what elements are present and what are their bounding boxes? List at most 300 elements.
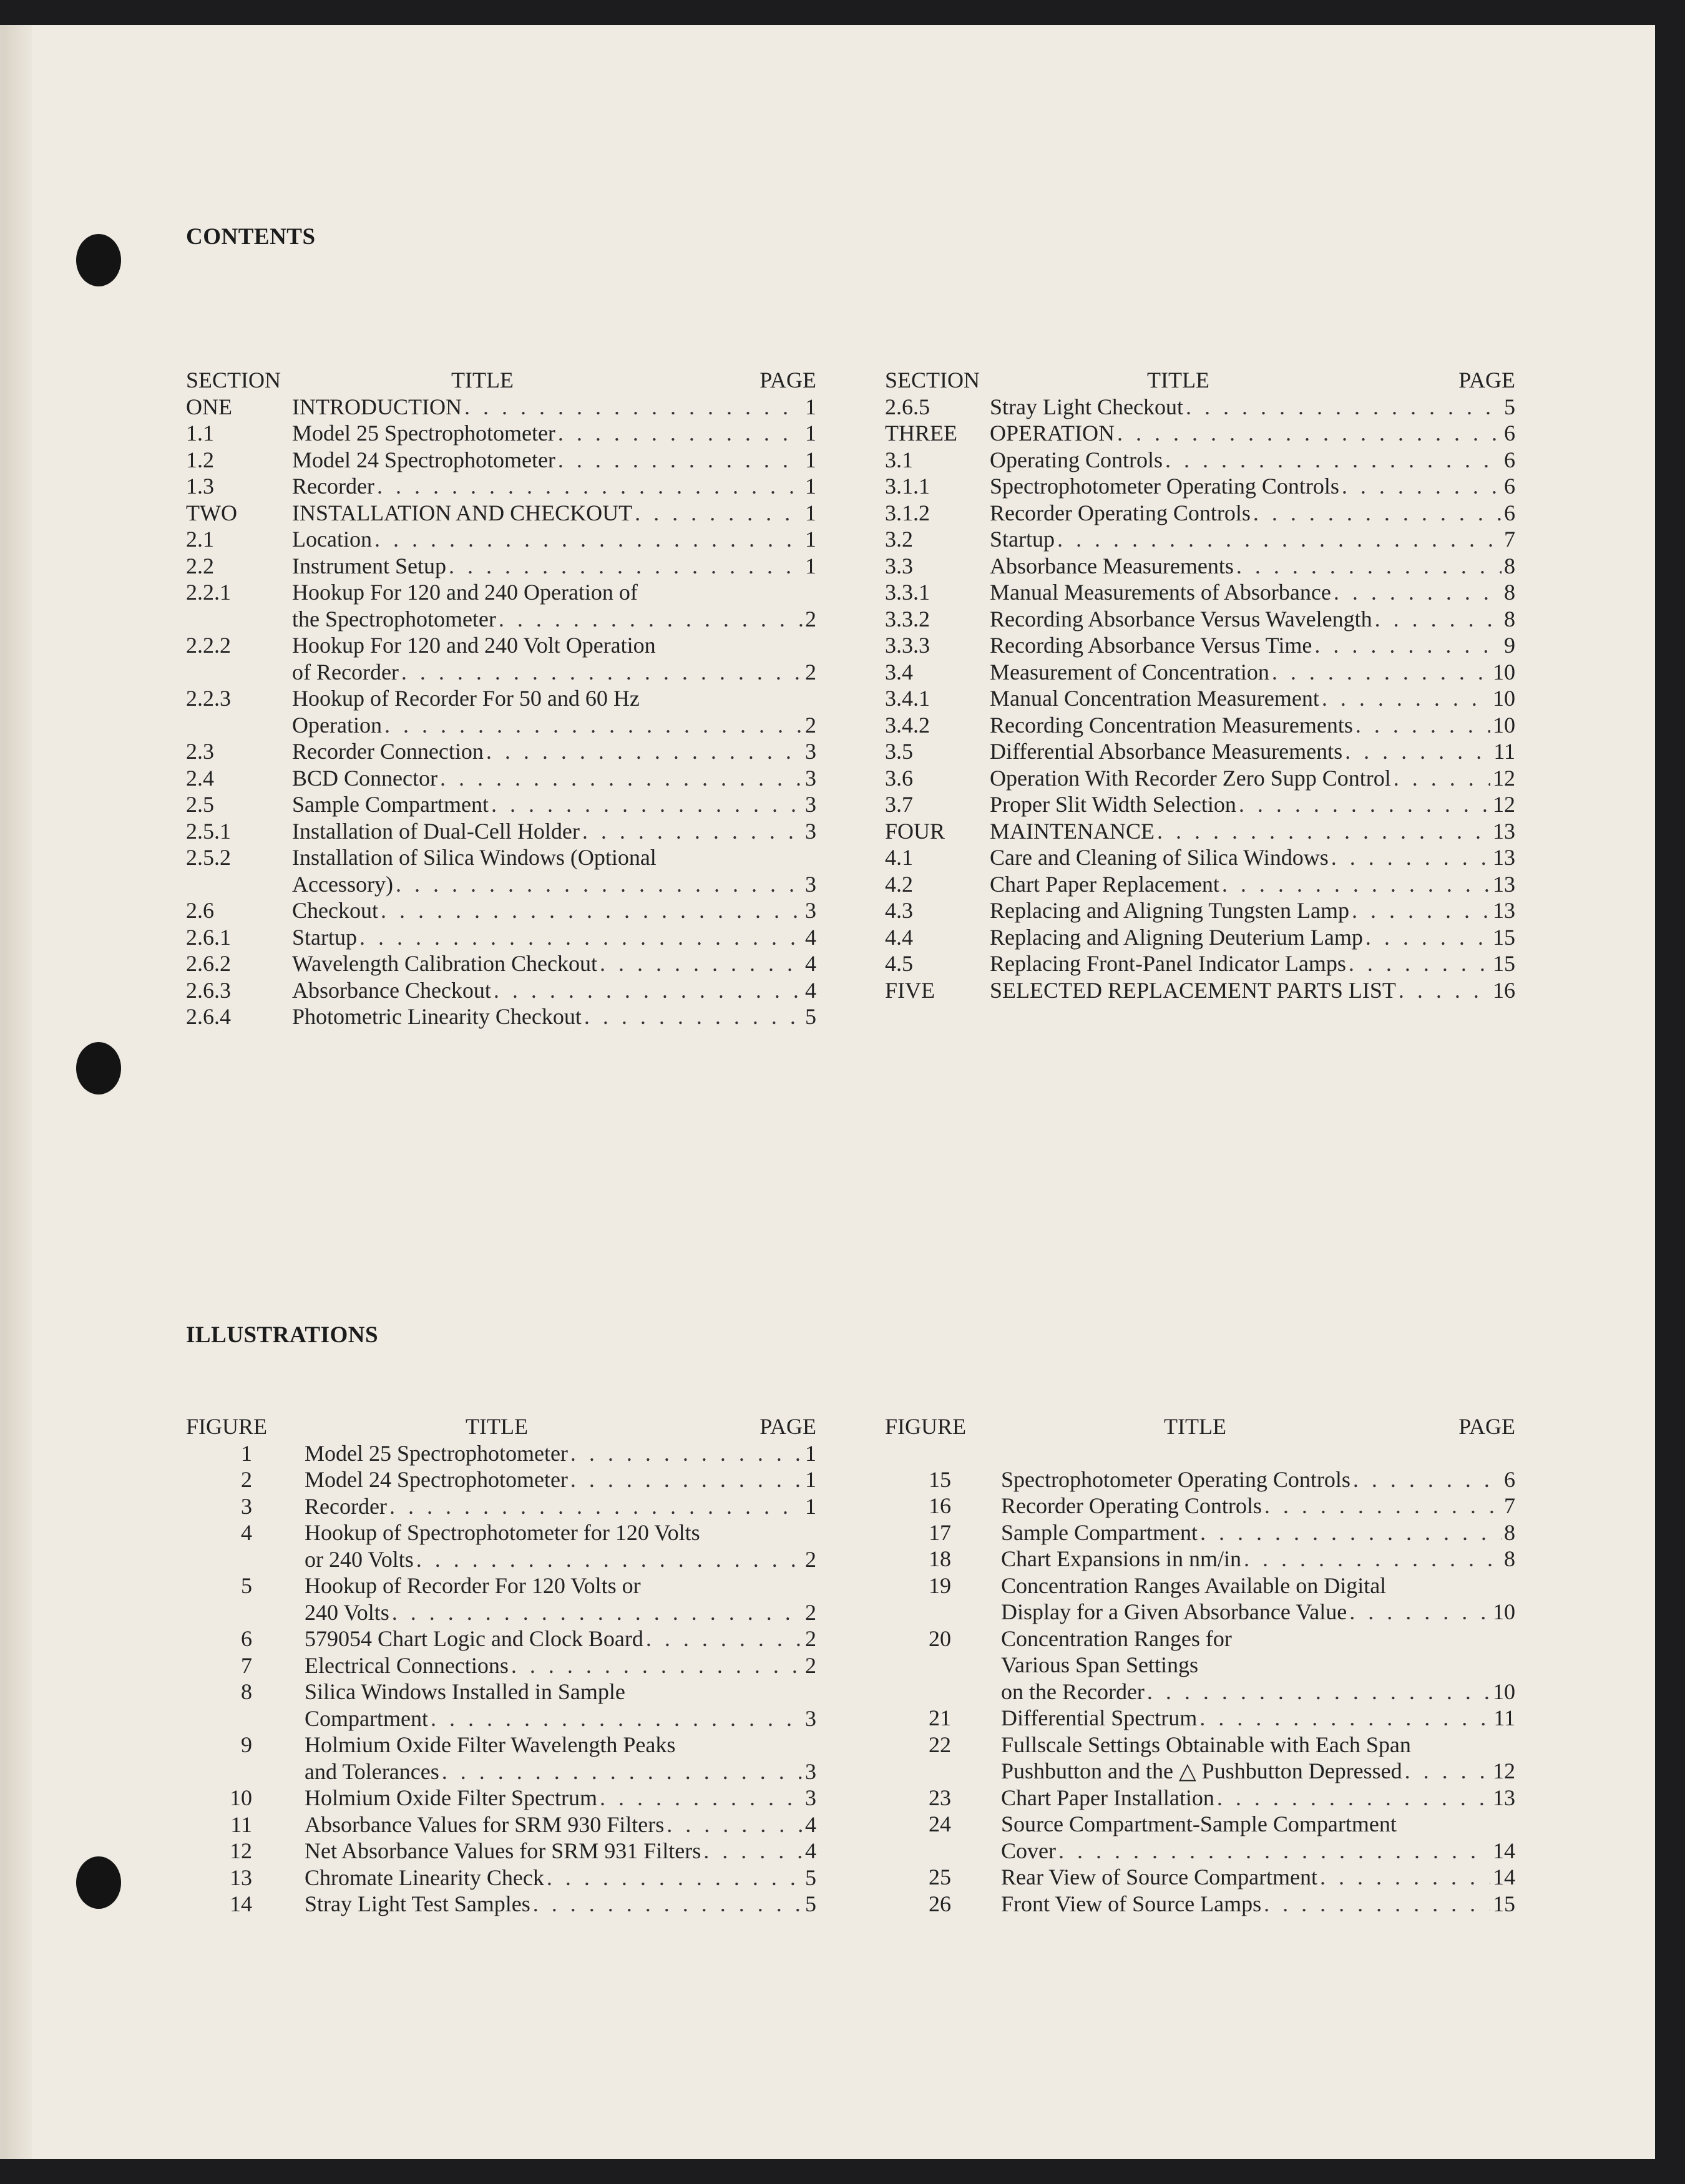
entry-number: 25: [929, 1865, 951, 1889]
dot-leader: [1352, 897, 1490, 924]
entry-page-number: 1: [805, 500, 816, 525]
toc-entry: [885, 1546, 1515, 1572]
dot-leader: [449, 553, 803, 580]
dot-leader: [1217, 1785, 1490, 1811]
entry-page-number: 1: [805, 474, 816, 499]
punch-hole-middle: [76, 1042, 121, 1094]
entry-title: Proper Slit Width Selection: [990, 792, 1236, 817]
entry-title: 579054 Chart Logic and Clock Board: [305, 1626, 643, 1651]
dot-leader: [1222, 871, 1490, 898]
entry-title: Location: [292, 527, 372, 552]
illustrations-column-right: [885, 1413, 1515, 1917]
entry-page-number: 8: [1504, 606, 1515, 631]
entry-title: BCD Connector: [292, 765, 437, 791]
entry-page-number: 4: [805, 951, 816, 976]
dot-leader: [600, 950, 803, 977]
toc-entry: [885, 712, 1515, 739]
toc-entry: [186, 579, 816, 632]
contents-header-row: [885, 367, 1515, 394]
dot-leader: [1239, 791, 1490, 818]
title-column-header: TITLE: [1147, 368, 1209, 392]
toc-entry: [186, 1003, 816, 1030]
toc-entry: [885, 685, 1515, 712]
entry-title: Absorbance Checkout: [292, 977, 491, 1003]
entry-page-number: 12: [1493, 792, 1515, 817]
entry-page-number: 9: [1504, 633, 1515, 658]
entry-title: Recorder: [292, 474, 374, 499]
dot-leader: [486, 738, 803, 765]
entry-title: Accessory): [292, 871, 393, 897]
page-column-header: PAGE: [759, 368, 816, 392]
toc-entry: [186, 632, 816, 685]
entry-page-number: 14: [1493, 1865, 1515, 1889]
toc-entry: [186, 1865, 816, 1891]
entry-page-number: 15: [1493, 924, 1515, 950]
entry-title: Measurement of Concentration: [990, 659, 1269, 685]
dot-leader: [416, 1546, 803, 1573]
toc-entry: [186, 1466, 816, 1493]
entry-page-number: 1: [805, 553, 816, 578]
entry-page-number: 12: [1493, 1758, 1515, 1783]
toc-entry: [186, 1652, 816, 1679]
entry-title: Chart Paper Installation: [1001, 1785, 1214, 1810]
toc-entry: [186, 500, 816, 527]
entry-number: 3.1: [885, 447, 913, 472]
entry-number: 2.6.5: [885, 394, 930, 419]
toc-entry: [186, 1891, 816, 1918]
toc-entry: [885, 818, 1515, 845]
entry-page-number: 3: [805, 818, 816, 844]
dot-leader: [1236, 553, 1502, 580]
entry-page-number: 15: [1493, 951, 1515, 976]
entry-number: 7: [241, 1652, 252, 1678]
contents-heading: CONTENTS: [186, 224, 316, 250]
entry-number: 11: [230, 1811, 252, 1837]
entry-title: Recorder Connection: [292, 739, 484, 764]
illustrations-header-row: [885, 1413, 1515, 1440]
dot-leader: [1244, 1546, 1502, 1572]
entry-number: 2.6.1: [186, 924, 231, 950]
toc-entry: [885, 844, 1515, 871]
entry-title: Replacing and Aligning Tungsten Lamp: [990, 898, 1349, 923]
section-column-header: SECTION: [885, 368, 980, 392]
toc-entry: [186, 1440, 816, 1467]
entry-page-number: 2: [805, 712, 816, 738]
entry-page-number: 3: [805, 739, 816, 764]
dot-leader: [1334, 579, 1502, 606]
entry-number: 2.5: [186, 792, 214, 817]
dot-leader: [635, 500, 803, 527]
dot-leader: [511, 1652, 803, 1679]
toc-entry: [186, 553, 816, 580]
entry-number: FIVE: [885, 977, 935, 1003]
toc-entry: [885, 1785, 1515, 1811]
entry-title: Rear View of Source Compartment: [1001, 1865, 1318, 1889]
entry-title: Holmium Oxide Filter Spectrum: [305, 1785, 597, 1810]
toc-entry: [186, 1732, 816, 1785]
toc-entry: [885, 659, 1515, 686]
entry-number: 3.1.2: [885, 500, 930, 525]
toc-entry: [885, 791, 1515, 818]
toc-entry: [885, 977, 1515, 1004]
entry-page-number: 1: [805, 447, 816, 472]
entry-title: Hookup For 120 and 240 Volt Operation: [292, 633, 656, 658]
entry-title: Various Span Settings: [1001, 1652, 1199, 1677]
illustrations-header-row: [186, 1413, 816, 1440]
entry-page-number: 2: [805, 1652, 816, 1678]
dot-leader: [1200, 1519, 1502, 1546]
entry-title: Model 24 Spectrophotometer: [305, 1467, 568, 1492]
entry-number: 4.3: [885, 898, 913, 923]
entry-number: 1.3: [186, 474, 214, 499]
toc-entry: [186, 924, 816, 951]
page-column-header: PAGE: [1458, 1414, 1515, 1439]
entry-page-number: 1: [805, 394, 816, 419]
entry-number: 4.5: [885, 951, 913, 976]
entry-title: Photometric Linearity Checkout: [292, 1004, 582, 1029]
toc-entry: [885, 1705, 1515, 1732]
entry-page-number: 13: [1493, 1785, 1515, 1810]
toc-entry: [885, 1466, 1515, 1493]
entry-number: 3.3: [885, 553, 913, 578]
entry-page-number: 2: [805, 1599, 816, 1625]
toc-entry: [186, 447, 816, 474]
entry-page-number: 1: [805, 1493, 816, 1519]
dot-leader: [389, 1493, 803, 1520]
dot-leader: [558, 420, 803, 447]
toc-entry: [885, 1572, 1515, 1626]
toc-entry: [885, 632, 1515, 659]
entry-page-number: 1: [805, 1440, 816, 1466]
dot-leader: [1058, 1838, 1490, 1865]
figure-column-header: FIGURE: [186, 1414, 268, 1439]
entry-page-number: 10: [1493, 659, 1515, 685]
toc-entry: [186, 791, 816, 818]
entry-title: Chart Paper Replacement: [990, 871, 1219, 897]
entry-title: Net Absorbance Values for SRM 931 Filters: [305, 1838, 701, 1863]
entry-title: Operating Controls: [990, 447, 1163, 472]
toc-entry: [186, 420, 816, 447]
toc-entry: [186, 1811, 816, 1838]
toc-entry: [885, 1493, 1515, 1519]
entry-number: THREE: [885, 421, 957, 446]
entry-number: 4.1: [885, 845, 913, 870]
entry-number: 3: [241, 1493, 252, 1519]
page-column-header: PAGE: [1458, 368, 1515, 392]
dot-leader: [600, 1785, 803, 1811]
entry-title: Hookup of Spectrophotometer for 120 Volts: [305, 1520, 700, 1545]
dot-leader: [1117, 420, 1502, 447]
toc-entry: [885, 606, 1515, 633]
entry-title: Wavelength Calibration Checkout: [292, 951, 597, 976]
contents-column-left: [186, 367, 816, 1030]
entry-page-number: 10: [1493, 686, 1515, 711]
contents-list-left: [186, 394, 816, 1030]
entry-title: Model 25 Spectrophotometer: [292, 421, 555, 446]
entry-number: 13: [230, 1865, 252, 1890]
entry-title: and Tolerances: [305, 1758, 439, 1784]
toc-entry: [885, 1891, 1515, 1918]
entry-title: Model 25 Spectrophotometer: [305, 1440, 568, 1466]
entry-number: 1.1: [186, 421, 214, 446]
dot-leader: [384, 712, 803, 739]
entry-title: Checkout: [292, 898, 378, 923]
toc-entry: [885, 950, 1515, 977]
entry-title: Recording Absorbance Versus Wavelength: [990, 606, 1372, 631]
entry-page-number: 15: [1493, 1891, 1515, 1916]
dot-leader: [374, 526, 803, 553]
binding-spine: [2, 25, 32, 2159]
entry-title: Installation of Dual-Cell Holder: [292, 818, 580, 844]
entry-number: ONE: [186, 394, 232, 419]
dot-leader: [1365, 924, 1490, 951]
entry-page-number: 1: [805, 527, 816, 552]
dot-leader: [1314, 632, 1502, 659]
entry-page-number: 10: [1493, 1599, 1515, 1624]
entry-page-number: 6: [1504, 474, 1515, 499]
entry-title: Sample Compartment: [292, 792, 489, 817]
toc-entry: [885, 897, 1515, 924]
entry-number: TWO: [186, 500, 237, 525]
entry-number: 2: [241, 1467, 252, 1492]
dot-leader: [1342, 473, 1502, 500]
entry-number: 10: [230, 1785, 252, 1810]
dot-leader: [558, 447, 803, 474]
toc-entry: [885, 394, 1515, 421]
entry-title: Chromate Linearity Check: [305, 1865, 544, 1890]
entry-title: Differential Spectrum: [1001, 1705, 1198, 1730]
entry-title: Operation With Recorder Zero Supp Control: [990, 765, 1391, 791]
dot-leader: [1399, 977, 1490, 1004]
dot-leader: [440, 765, 803, 792]
entry-number: 17: [929, 1519, 951, 1545]
entry-number: 2.2.2: [186, 633, 231, 658]
entry-title: Hookup of Recorder For 50 and 60 Hz: [292, 686, 640, 711]
entry-title: the Spectrophotometer: [292, 606, 496, 631]
entry-page-number: 7: [1504, 1493, 1515, 1518]
entry-page-number: 10: [1493, 712, 1515, 738]
toc-entry: [186, 394, 816, 421]
dot-leader: [1186, 394, 1502, 421]
entry-number: 3.1.1: [885, 474, 930, 499]
entry-number: 19: [929, 1572, 951, 1598]
entry-number: 2.6.3: [186, 977, 231, 1003]
entry-title: Spectrophotometer Operating Controls: [1001, 1466, 1350, 1492]
entry-title: Holmium Oxide Filter Wavelength Peaks: [305, 1732, 676, 1757]
entry-title: Absorbance Measurements: [990, 553, 1234, 578]
entry-title: Fullscale Settings Obtainable with Each Span: [1001, 1732, 1411, 1757]
entry-page-number: 2: [805, 659, 816, 685]
dot-leader: [582, 818, 803, 845]
entry-title: Electrical Connections: [305, 1652, 509, 1678]
entry-title: Absorbance Values for SRM 930 Filters: [305, 1811, 665, 1837]
toc-entry: [186, 1838, 816, 1865]
entry-number: 2.2: [186, 553, 214, 578]
dot-leader: [499, 606, 803, 633]
entry-number: 3.3.3: [885, 633, 930, 658]
entry-number: 2.6: [186, 898, 214, 923]
dot-leader: [584, 1003, 803, 1030]
toc-entry: [186, 1493, 816, 1520]
toc-entry: [186, 526, 816, 553]
dot-leader: [1375, 606, 1502, 633]
contents-header-row: [186, 367, 816, 394]
dot-leader: [1322, 685, 1490, 712]
entry-title: Manual Concentration Measurement: [990, 686, 1319, 711]
entry-title: Recording Concentration Measurements: [990, 712, 1353, 738]
dot-leader: [396, 871, 803, 898]
entry-title: Pushbutton and the △ Pushbutton Depressed: [1001, 1758, 1402, 1783]
entry-number: 22: [929, 1732, 951, 1757]
toc-entry: [186, 473, 816, 500]
entry-number: 8: [241, 1679, 252, 1704]
entry-title: or 240 Volts: [305, 1546, 414, 1572]
dot-leader: [359, 924, 803, 951]
dot-leader: [547, 1865, 803, 1891]
entry-number: 2.2.1: [186, 580, 231, 605]
toc-entry: [885, 500, 1515, 527]
entry-title: Stray Light Checkout: [990, 394, 1183, 419]
toc-entry: [186, 1519, 816, 1572]
toc-entry: [885, 473, 1515, 500]
entry-title: Recorder: [305, 1493, 387, 1519]
toc-entry: [186, 950, 816, 977]
entry-number: 2.4: [186, 765, 214, 791]
dot-leader: [1253, 500, 1502, 527]
entry-page-number: 7: [1504, 527, 1515, 552]
entry-number: 2.1: [186, 527, 214, 552]
dot-leader: [431, 1705, 803, 1732]
toc-entry: [186, 1626, 816, 1652]
entry-page-number: 5: [805, 1004, 816, 1029]
entry-title: Installation of Silica Windows (Optional: [292, 845, 657, 870]
entry-number: 18: [929, 1546, 951, 1571]
dot-leader: [570, 1466, 803, 1493]
entry-page-number: 5: [1504, 394, 1515, 419]
entry-page-number: 8: [1504, 553, 1515, 578]
entry-title: Concentration Ranges Available on Digital: [1001, 1572, 1387, 1598]
entry-number: 24: [929, 1811, 951, 1836]
dot-leader: [401, 659, 803, 686]
entry-number: 3.4.2: [885, 712, 930, 738]
illustrations-heading: ILLUSTRATIONS: [186, 1322, 379, 1348]
dot-leader: [1157, 818, 1490, 845]
entry-page-number: 6: [1504, 1466, 1515, 1492]
dot-leader: [1405, 1758, 1490, 1785]
entry-page-number: 12: [1493, 765, 1515, 791]
entry-title: Care and Cleaning of Silica Windows: [990, 845, 1329, 870]
entry-number: 2.5.1: [186, 818, 231, 844]
toc-entry: [186, 818, 816, 845]
dot-leader: [1264, 1891, 1490, 1918]
toc-entry: [186, 1572, 816, 1626]
dot-leader: [392, 1599, 803, 1626]
toc-entry: [186, 685, 816, 738]
entry-number: 23: [929, 1785, 951, 1810]
entry-number: 3.3.1: [885, 580, 930, 605]
entry-page-number: 16: [1493, 977, 1515, 1003]
entry-page-number: 13: [1493, 871, 1515, 897]
entry-number: 1.2: [186, 447, 214, 472]
entry-page-number: 3: [805, 765, 816, 791]
entry-number: 4: [241, 1520, 252, 1545]
entry-title: Hookup For 120 and 240 Operation of: [292, 580, 638, 605]
entry-title: Chart Expansions in nm/in: [1001, 1546, 1241, 1571]
entry-page-number: 2: [805, 606, 816, 631]
entry-number: 2.3: [186, 739, 214, 764]
toc-entry: [885, 526, 1515, 553]
entry-page-number: 11: [1493, 739, 1515, 764]
dot-leader: [646, 1626, 803, 1652]
toc-entry: [885, 1519, 1515, 1546]
illustrations-column-left: [186, 1413, 816, 1918]
entry-page-number: 4: [805, 1838, 816, 1863]
entry-title: Compartment: [305, 1705, 428, 1731]
figure-column-header: FIGURE: [885, 1414, 967, 1439]
entry-page-number: 8: [1504, 1546, 1515, 1571]
toc-entry: [885, 765, 1515, 792]
entry-page-number: 11: [1493, 1705, 1515, 1730]
toc-entry: [885, 579, 1515, 606]
dot-leader: [1165, 447, 1502, 474]
entry-number: 6: [241, 1626, 252, 1651]
dot-leader: [464, 394, 803, 421]
entry-number: 21: [929, 1705, 951, 1730]
entry-title: Recorder Operating Controls: [1001, 1493, 1262, 1518]
toc-entry: [186, 1785, 816, 1811]
toc-entry: [186, 765, 816, 792]
dot-leader: [1272, 659, 1490, 686]
entry-page-number: 14: [1493, 1838, 1515, 1863]
toc-entry: [885, 924, 1515, 951]
entry-number: 3.6: [885, 765, 913, 791]
toc-entry: [885, 738, 1515, 765]
dot-leader: [442, 1758, 803, 1785]
entry-title: Sample Compartment: [1001, 1519, 1198, 1545]
entry-number: 12: [230, 1838, 252, 1863]
title-column-header: TITLE: [466, 1414, 528, 1439]
entry-number: 9: [241, 1732, 252, 1757]
entry-page-number: 13: [1493, 898, 1515, 923]
dot-leader: [570, 1440, 803, 1467]
toc-entry: [885, 420, 1515, 447]
entry-page-number: 6: [1504, 447, 1515, 472]
entry-page-number: 3: [805, 898, 816, 923]
entry-number: 2.6.4: [186, 1004, 231, 1029]
entry-number: 3.2: [885, 527, 913, 552]
entry-title: Recorder Operating Controls: [990, 500, 1251, 525]
toc-entry: [186, 897, 816, 924]
entry-number: FOUR: [885, 818, 945, 844]
entry-title: Cover: [1001, 1838, 1056, 1863]
entry-page-number: 3: [805, 1758, 816, 1784]
dot-leader: [1349, 1599, 1490, 1626]
page-column-header: PAGE: [759, 1414, 816, 1439]
entry-page-number: 6: [1504, 421, 1515, 446]
dot-leader: [1353, 1466, 1502, 1493]
entry-number: 4.4: [885, 924, 913, 950]
entry-number: 16: [929, 1493, 951, 1518]
dot-leader: [494, 977, 803, 1004]
entry-title: Display for a Given Absorbance Value: [1001, 1599, 1347, 1624]
toc-entry: [186, 738, 816, 765]
contents-list-right: [885, 394, 1515, 1004]
entry-title: Front View of Source Lamps: [1001, 1891, 1262, 1916]
dot-leader: [1057, 526, 1502, 553]
entry-number: 3.5: [885, 739, 913, 764]
entry-title: Manual Measurements of Absorbance: [990, 580, 1331, 605]
entry-title: OPERATION: [990, 421, 1115, 446]
